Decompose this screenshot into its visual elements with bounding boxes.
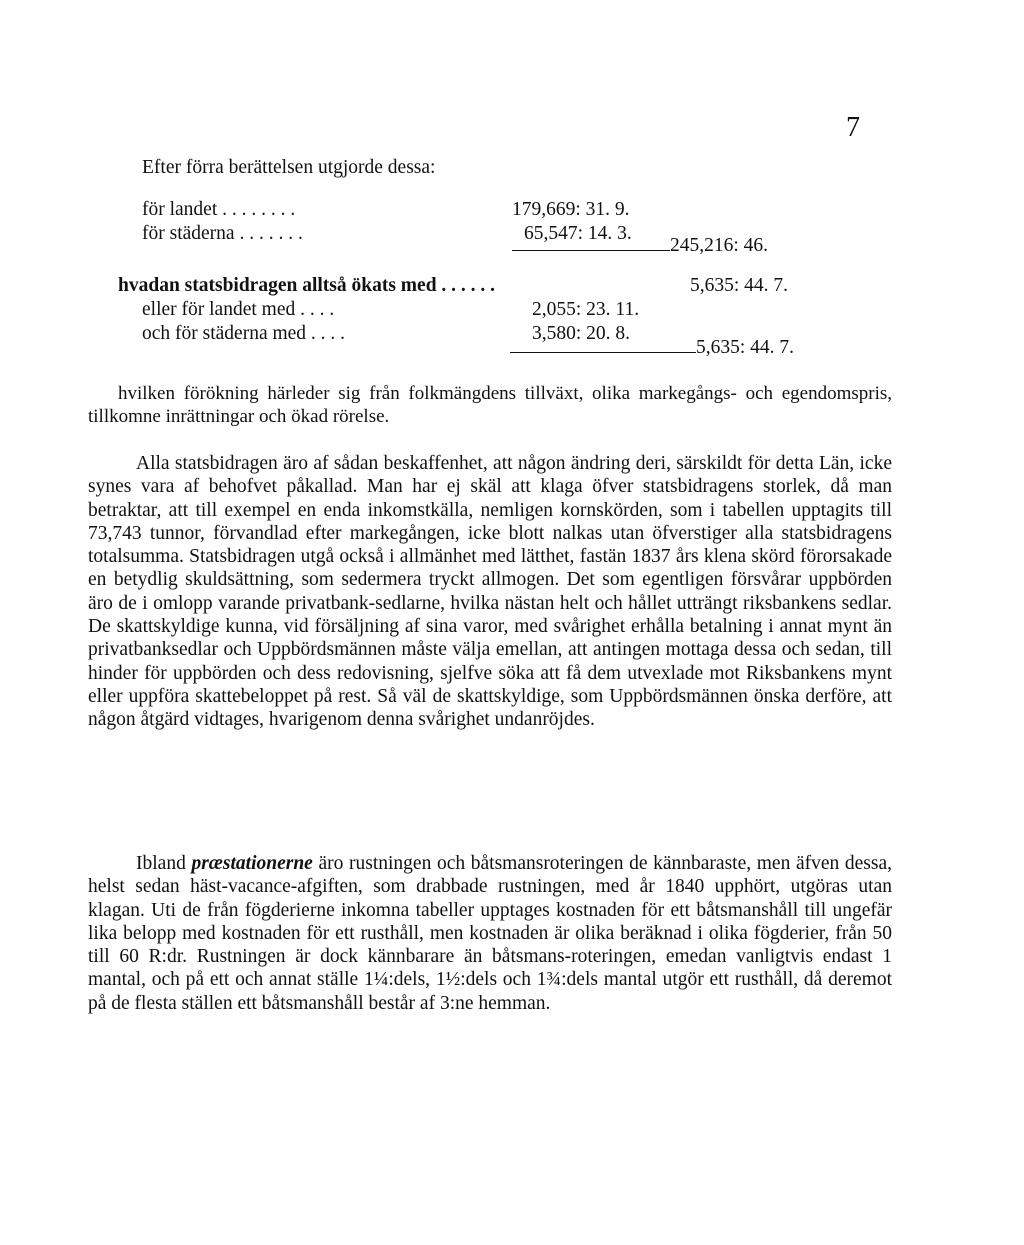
sum-rule-2 <box>510 352 696 353</box>
okats-label: hvadan statsbidragen alltså ökats med . . . . . . <box>118 275 496 296</box>
okats-value: 5,635: 44. 7. <box>690 275 789 296</box>
och-value: 3,580: 20. 8. <box>532 323 631 344</box>
stader-value: 65,547: 14. 3. <box>524 223 632 244</box>
paragraph-3-start: Ibland <box>136 853 186 874</box>
och-label: och för städerna med . . . . <box>142 323 346 344</box>
eller-value: 2,055: 23. 11. <box>532 299 640 320</box>
paragraph-3-emphasis: præstationerne <box>191 853 313 874</box>
stader-label: för städerna . . . . . . . <box>142 223 303 244</box>
paragraph-3-rest: äro rustningen och båtsmansroteringen de kännbaraste, men äfven dessa, helst sedan häst-vacance-afgiften, som drabbade rustningen, med år 1840 upphört, utgöras utan klagan. Uti de från fögderierne inkomna tabeller upptages kostnaden för ett båtsmanshåll till ungefär lika belopp med kostnaden för ett rusthåll, men kostnaden är olika beräknad i olika fögderier, från 50 till 60 R:dr. Rustningen är dock kännbarare än båtsmans-roteringen, emedan vanligtvis endast 1 mantal, och på ett och annat ställe 1¼:dels, 1½:dels och 1¾:dels mantal utgör ett rusthåll, då deremot på de flesta ställen ett båtsmanshåll består af 3:ne hemman. <box>88 853 893 1014</box>
paragraph-3 <box>88 852 892 1015</box>
page-number: 7 <box>846 112 860 143</box>
landet-value: 179,669: 31. 9. <box>512 199 630 220</box>
paragraph-2: Alla statsbidragen äro af sådan beskaffenhet, att någon ändring deri, särskildt för detta Län, icke synes vara af behofvet påkallad. Man har ej skäl att klaga öfver statsbidragens storlek, då man betraktar, att till exempel en enda inkomstkälla, nemligen kornskörden, som i tabellen upptagits till 73,743 tunnor, förvandlad efter markegången, icke blott nalkas utan öfverstiger alla statsbidragens totalsumma. Statsbidragen utgå också i allmänhet med lätthet, fastän 1837 års klena skörd förorsakade en betydlig skuldsättning, som sedermera tryckt allmogen. Det som egentligen försvårar uppbörden äro de i omlopp varande privatbank-sedlarne, hvilka nästan helt och hållet utträngt riksbankens sedlar. De skattskyldige kunna, vid försäljning af sina varor, med svårighet erhålla betalning i annat mynt än privatbanksedlar och Uppbördsmännen måste välja emellan, att antingen mottaga dessa och sedan, till hinder för uppbörden och dess redovisning, sjelfve söka att få dem utvexlade mot Riksbankens mynt eller uppföra skattebeloppet på rest. Så väl de skattskyldige, som Uppbördsmännen önska derföre, att någon åtgärd vidtages, hvarigenom denna svårighet undanröjdes. <box>88 453 892 731</box>
eller-label: eller för landet med . . . . <box>142 299 335 320</box>
total-value: 245,216: 46. <box>670 235 769 256</box>
sum-rule-1 <box>512 250 670 251</box>
sum-value: 5,635: 44. 7. <box>696 337 795 358</box>
paragraph-1: hvilken förökning härleder sig från folkmängdens tillväxt, olika markegångs- och egendomspris, tillkomne inrättningar och ökad rörelse. <box>88 383 892 428</box>
intro-line: Efter förra berättelsen utgjorde dessa: <box>142 157 436 178</box>
landet-label: för landet . . . . . . . . <box>142 199 296 220</box>
